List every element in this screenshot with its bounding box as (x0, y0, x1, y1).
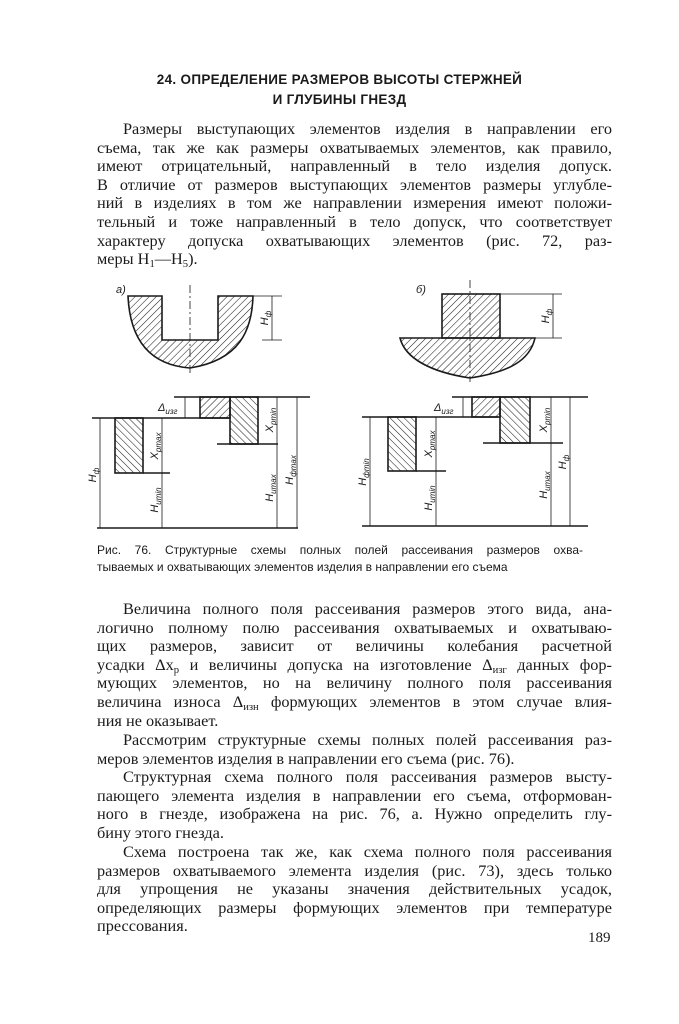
text-line: В отличие от размеров выступающих элементов размеры углубле- (97, 174, 612, 194)
text-line: прессования. (97, 916, 188, 936)
section-heading-line-1: 24. ОПРЕДЕЛЕНИЕ РАЗМЕРОВ ВЫСОТЫ СТЕРЖНЕЙ (156, 72, 523, 87)
text-line: меров элементов изделия в направлении его съема (рис. 76). (97, 748, 515, 768)
dimension-label-h-fmax: $H_{фmax}$ (284, 455, 298, 485)
text-line: бину этого гнезда. (97, 822, 224, 842)
dimension-label-h-f: $H_ф$ (557, 454, 571, 470)
text-line: характеру допуска охватывающих элементов (рис. 72, раз- (97, 230, 612, 250)
text-line: величина износа $\Delta_{изн}$ формующих элементов в этом случае влия- (97, 691, 612, 714)
text-line: мующих элементов, но на величину полного поля рассеивания (97, 673, 612, 693)
text-line: Схема построена так же, как схема полного поля рассеивания (123, 842, 612, 861)
dimension-label-h-f: $H_ф$ (540, 308, 554, 324)
text-line: ния не оказывает. (97, 710, 219, 730)
text-line: Структурная схема полного поля рассеивания размеров высту- (123, 767, 612, 786)
socket-cross-section (128, 285, 282, 374)
text-line: Величина полного поля рассеивания размеров этого вида, ана- (123, 599, 612, 618)
text-line: ного в гнезде, изображена на рис. 76, а. Нужно определить глу- (97, 804, 612, 824)
text-line: Размеры выступающих элементов изделия в направлении его (123, 119, 612, 138)
dimension-label-d-izg: $\Delta_{изг}$ (434, 402, 454, 416)
text-line: тываемых и охватывающих элементов изделия в направлении его съема (97, 559, 508, 574)
dimension-label-h-f: $H_ф$ (87, 467, 101, 483)
text-line: Рис. 76. Структурные схемы полных полей рассеивания размеров охва- (97, 543, 583, 557)
text-line: для упрощения не указаны значения действительных усадок, (97, 879, 612, 899)
dimension-label-x-pmax: $X_{pmax}$ (149, 432, 163, 460)
dimension-label-h-imin: $H_{иmin}$ (149, 487, 163, 513)
dimension-label-h-imin: $H_{иmin}$ (423, 485, 437, 511)
text-line: щих размеров, зависит от величины колебания расчетной (97, 636, 612, 656)
figure-caption (97, 542, 583, 575)
dimension-label-x-pmin: $X_{pmin}$ (264, 407, 278, 433)
text-line: Рассмотрим структурные схемы полных полей рассеивания раз- (123, 730, 612, 749)
dimension-label-x-pmin: $X_{pmin}$ (538, 407, 552, 433)
dimension-label-h-f: $H_ф$ (259, 310, 273, 326)
dimension-label-d-izg: $\Delta_{изг}$ (158, 402, 178, 416)
paragraph-5 (97, 843, 612, 936)
text-line: ний в изделиях в том же направлении измерения имеют положи- (97, 193, 612, 213)
text-line: усадки $\Delta x_p$ и величины допуска на изготовление $\Delta_{изг}$ данных фор- (97, 654, 612, 676)
dimension-label-h-imax: $H_{иmax}$ (538, 471, 552, 499)
text-line: определяющих размеры формующих элементов при температуре (97, 897, 612, 917)
text-line: съема, так же как размеры охватываемых элементов, как правило, (97, 137, 612, 157)
text-line: пающего элемента изделия в направлении его съема, отформован- (97, 785, 612, 805)
figure-label-b: б) (416, 284, 426, 296)
text-line: имеют отрицательный, направленный в тело изделия допуск. (97, 156, 612, 176)
text-line: меры $H_1—H_5$). (97, 249, 198, 271)
dimension-label-h-fmin: $H_{фmin}$ (357, 458, 371, 486)
text-line: размеров охватываемого элемента изделия (рис. 73), здесь только (97, 860, 612, 880)
dimension-label-x-pmax: $X_{pmax}$ (423, 430, 437, 458)
figure-label-a: а) (116, 284, 126, 296)
dimension-label-h-imax: $H_{иmax}$ (264, 474, 278, 502)
structural-scheme-b (362, 397, 588, 526)
section-heading-line-2: И ГЛУБИНЫ ГНЕЗД (272, 92, 407, 107)
text-line: логично полному полю рассеивания охватываемых и охватываю- (97, 617, 612, 637)
page-number: 189 (588, 930, 611, 946)
paragraph-4 (97, 768, 612, 842)
text-line: тельный и тоже направленный в тело допуск, что соответствует (97, 211, 612, 231)
paragraph-3 (97, 731, 612, 768)
paragraph-2 (97, 600, 612, 730)
